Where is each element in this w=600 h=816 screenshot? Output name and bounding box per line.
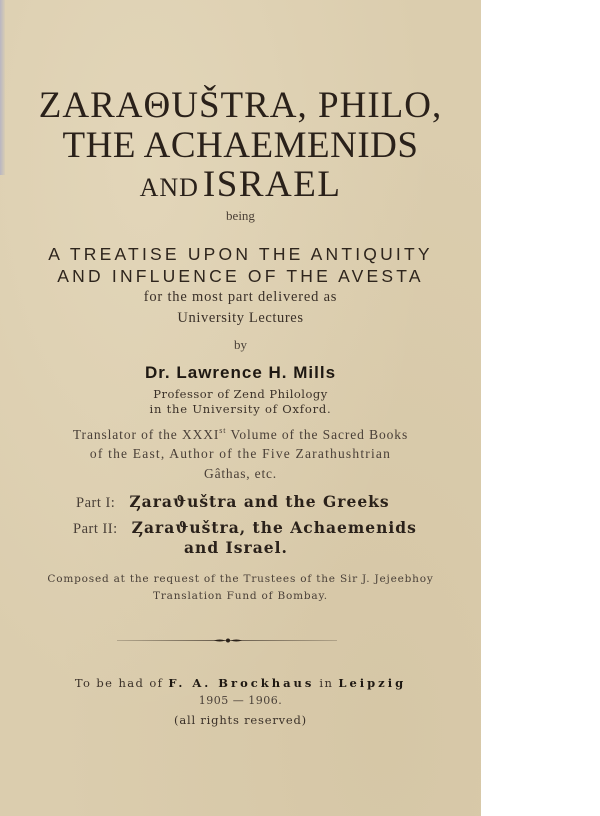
part-2-label: Part II: [73,521,118,537]
part-1 [76,492,390,512]
credits-pre: Translator of the XXXI [72,427,220,442]
author-name: Dr. Lawrence H. Mills [144,363,337,382]
subtitle-connector: being [226,208,255,223]
title-line-3 [0,163,481,206]
author-position-1: Professor of Zend Philology [153,387,328,401]
part-1-label: Part I: [76,495,116,511]
treatise-line-1: A TREATISE UPON THE ANTIQUITY [48,244,433,264]
part-2 [73,518,417,538]
title-and: AND [139,173,199,202]
commission-line-1: Composed at the request of the Trustees of the Sir J. Jejeebhoy [47,573,434,585]
imprint-publisher: F. A. Brockhaus [168,676,315,690]
imprint-prefix: To be had of [74,676,169,690]
delivery-line-1: for the most part delivered as [143,289,338,305]
credits-sup: st [219,426,227,435]
commission-line-2: Translation Fund of Bombay. [153,590,328,602]
title-line-2: THE ACHAEMENIDS [62,125,419,166]
title-line-1: ZARAΘUŠTRA, PHILO, [38,85,443,126]
imprint-line [0,676,481,690]
author-credits-2: of the East, Author of the Five Zarathushtrian [89,446,392,461]
rights-notice: (all rights reserved) [174,713,307,727]
part-2-title-cont: and Israel. [184,538,288,557]
part-1-title: Ȥaraϑuštra and the Greeks [129,492,390,511]
imprint-mid: in [314,676,339,690]
part-2-continuation [184,538,288,558]
credits-post: Volume of the Sacred Books [226,427,409,442]
imprint-years: 1905 — 1906. [198,694,283,707]
author-position-2: in the University of Oxford. [149,402,332,416]
treatise-line-2: AND INFLUENCE OF THE AVESTA [57,266,424,286]
rule-ornament-icon [214,637,242,644]
title-israel: ISRAEL [202,164,342,205]
delivery-line-2: University Lectures [177,310,304,326]
by-label: by [234,337,247,352]
author-credits-1 [0,426,481,443]
imprint-city: Leipzig [338,676,407,690]
author-credits-3: Gâthas, etc. [204,466,277,481]
part-2-title: Ȥaraϑuštra, the Achaemenids [131,518,417,537]
